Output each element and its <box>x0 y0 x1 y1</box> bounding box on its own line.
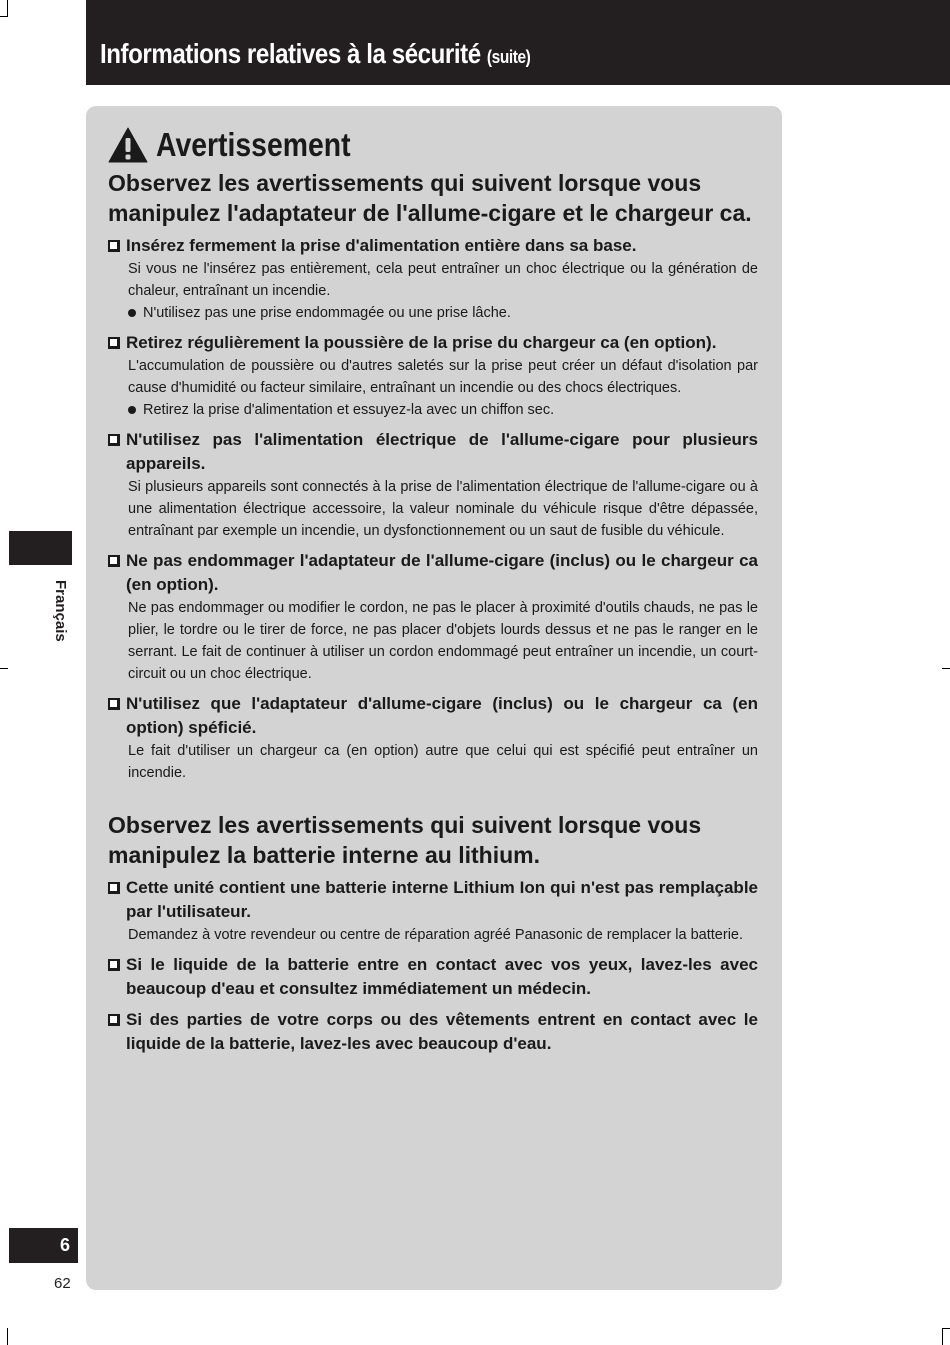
crop-mark <box>7 0 8 16</box>
bullet-text: Retirez la prise d'alimentation et essuyez-la avec un chiffon sec. <box>143 402 555 418</box>
item-body: Demandez à votre revendeur ou centre de réparation agréé Panasonic de remplacer la batterie. <box>128 927 744 943</box>
item-body: Si vous ne l'insérez pas entièrement, cela peut entraîner un choc électrique ou la génération de chaleur, entraînant un incendie. <box>128 261 758 299</box>
group-title-charger: Observez les avertissements qui suivent lorsque vous manipulez l'adaptateur de l'allume-cigare et le chargeur ca. <box>108 170 752 226</box>
item-title: Si des parties de votre corps ou des vêtements entrent en contact avec le liquide de la batterie, lavez-les avec beaucoup d'eau. <box>126 1010 758 1053</box>
title-suffix: (suite) <box>486 47 531 67</box>
item-title: N'utilisez que l'adaptateur d'allume-cigare (inclus) ou le chargeur ca (en option) spéficié. <box>126 694 758 737</box>
checkbox-icon <box>108 1014 120 1026</box>
list-item <box>108 234 758 324</box>
side-tab <box>9 531 72 565</box>
list-item <box>108 1008 758 1056</box>
item-title: Si le liquide de la batterie entre en contact avec vos yeux, lavez-les avec beaucoup d'eau et consultez immédiatement un médecin. <box>126 955 758 998</box>
crop-mark <box>7 1328 8 1345</box>
list-item <box>108 331 758 421</box>
page-header <box>86 0 950 85</box>
language-label: Français <box>52 580 69 642</box>
item-title: Retirez régulièrement la poussière de la prise du chargeur ca (en option). <box>126 333 717 352</box>
crop-mark <box>942 668 950 669</box>
warning-content <box>108 126 758 1063</box>
list-item <box>108 692 758 784</box>
item-body: Si plusieurs appareils sont connectés à la prise de l'alimentation électrique de l'allume-cigare ou à une alimentation électrique accessoire, la valeur nominale du véhicule risque d'être dépassée, entraînant par exemple un incendie, un dysfonctionnement ou un saut de fusible du véhicule. <box>128 479 758 539</box>
bullet-icon <box>128 406 136 414</box>
page-number: 62 <box>54 1275 71 1292</box>
warning-triangle-icon <box>108 127 148 163</box>
crop-mark <box>942 1328 943 1345</box>
checkbox-icon <box>108 555 120 567</box>
list-item <box>108 876 758 946</box>
checkbox-icon <box>108 337 120 349</box>
item-title: Insérez fermement la prise d'alimentation entière dans sa base. <box>126 236 637 255</box>
list-item <box>108 549 758 685</box>
item-body: Ne pas endommager ou modifier le cordon, ne pas le placer à proximité d'outils chauds, ne pas le plier, le tordre ou le tirer de force, ne pas placer d'objets lourds dessus et ne pas le ranger en le serrant. Le fait de continuer à utiliser un cordon endommagé peut entraîner un incendie, un court-circuit ou un choc électrique. <box>128 600 758 682</box>
list-item <box>108 428 758 542</box>
list-item <box>108 953 758 1001</box>
crop-mark <box>0 668 8 669</box>
bullet-icon <box>128 309 136 317</box>
item-title: Cette unité contient une batterie interne Lithium Ion qui n'est pas remplaçable par l'utilisateur. <box>126 878 758 921</box>
checkbox-icon <box>108 240 120 252</box>
crop-mark <box>0 16 8 17</box>
crop-mark <box>942 1328 950 1329</box>
checkbox-icon <box>108 434 120 446</box>
warning-heading <box>108 126 758 164</box>
item-body: L'accumulation de poussière ou d'autres saletés sur la prise peut créer un défaut d'isolation par cause d'humidité ou facteur similaire, entraînant un incendie ou des chocs électriques. <box>128 358 758 396</box>
checkbox-icon <box>108 698 120 710</box>
checkbox-icon <box>108 882 120 894</box>
bullet-text: N'utilisez pas une prise endommagée ou une prise lâche. <box>143 305 511 321</box>
item-body: Le fait d'utiliser un chargeur ca (en option) autre que celui qui est spécifié peut entraîner un incendie. <box>128 743 758 781</box>
item-title: Ne pas endommager l'adaptateur de l'allume-cigare (inclus) ou le chargeur ca (en option). <box>126 551 758 594</box>
warning-title: Avertissement <box>156 126 351 163</box>
group-title-battery: Observez les avertissements qui suivent lorsque vous manipulez la batterie interne au lithium. <box>108 812 702 868</box>
page-title: Informations relatives à la sécurité (suite) <box>100 38 531 69</box>
checkbox-icon <box>108 959 120 971</box>
chapter-number: 6 <box>9 1228 78 1263</box>
item-title: N'utilisez pas l'alimentation électrique de l'allume-cigare pour plusieurs appareils. <box>126 430 758 473</box>
